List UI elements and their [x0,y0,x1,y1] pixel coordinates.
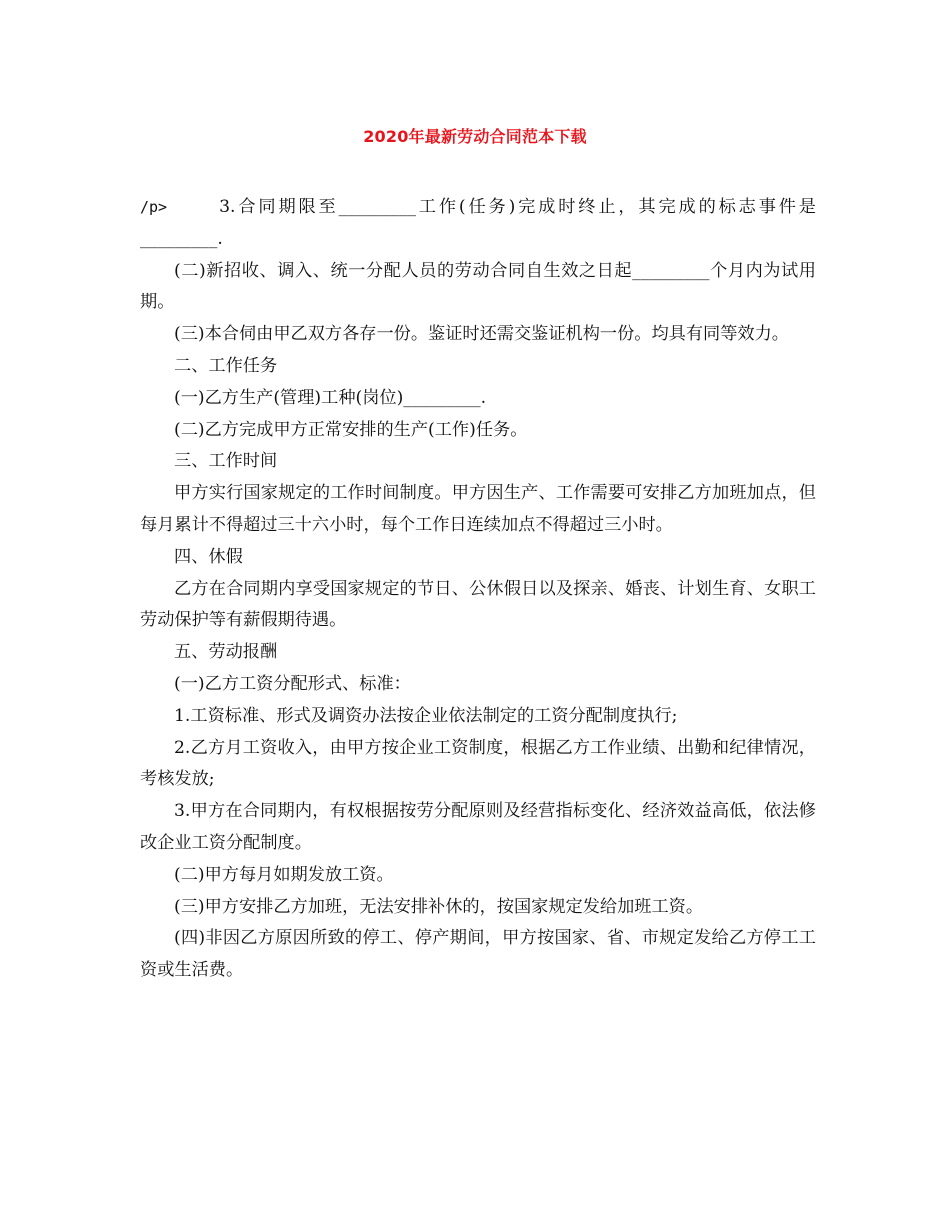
paragraph: 3.甲方在合同期内，有权根据按劳分配原则及经营指标变化、经济效益高低，依法修改企业工资分配制度。 [140,801,816,853]
paragraph: (二)乙方完成甲方正常安排的生产(工作)任务。 [174,419,528,440]
paragraph: 甲方实行国家规定的工作时间制度。甲方因生产、工作需要可安排乙方加班加点，但每月累计不得超过三十六小时，每个工作日连续加点不得超过三小时。 [140,483,816,535]
paragraph: (四)非因乙方原因所致的停工、停产期间，甲方按国家、省、市规定发给乙方停工工资或生活费。 [140,928,816,981]
paragraph: (一)乙方工资分配形式、标准： [174,673,411,694]
paragraph: (三)甲方安排乙方加班，无法安排补休的，按国家规定发给加班工资。 [174,896,704,917]
section-heading: 二、工作任务 [174,355,278,376]
stray-tag-fragment: /p> [140,198,168,216]
paragraph: (二)新招收、调入、统一分配人员的劳动合同自生效之日起_________个月内为试用期。 [140,260,816,313]
document-body [140,192,816,987]
paragraph: (三)本合伺由甲乙双方各存一份。鉴证时还需交鉴证机构一份。均具有同等效力。 [174,324,789,345]
section-heading: 三、工作时间 [174,451,278,472]
paragraph-contract-term [140,192,816,256]
paragraph: (二)甲方每月如期发放工资。 [174,864,394,885]
paragraph-text: 3.合同期限至_________工作(任务)完成时终止，其完成的标志事件是_________. [140,197,816,249]
document-title: 2020年最新劳动合同范本下载 [363,127,587,146]
section-heading: 四、休假 [174,546,243,567]
paragraph: (一)乙方生产(管理)工种(岗位)_________. [174,387,487,408]
section-heading: 五、劳动报酬 [174,642,278,663]
paragraph: 2.乙方月工资收入，由甲方按企业工资制度，根据乙方工作业绩、出勤和纪律情况，考核发放; [140,737,816,790]
paragraph: 1.工资标准、形式及调资办法按企业依法制定的工资分配制度执行; [174,705,678,726]
paragraph: 乙方在合同期内享受国家规定的节日、公休假日以及探亲、婚丧、计划生育、女职工劳动保护等有薪假期待遇。 [140,578,816,631]
